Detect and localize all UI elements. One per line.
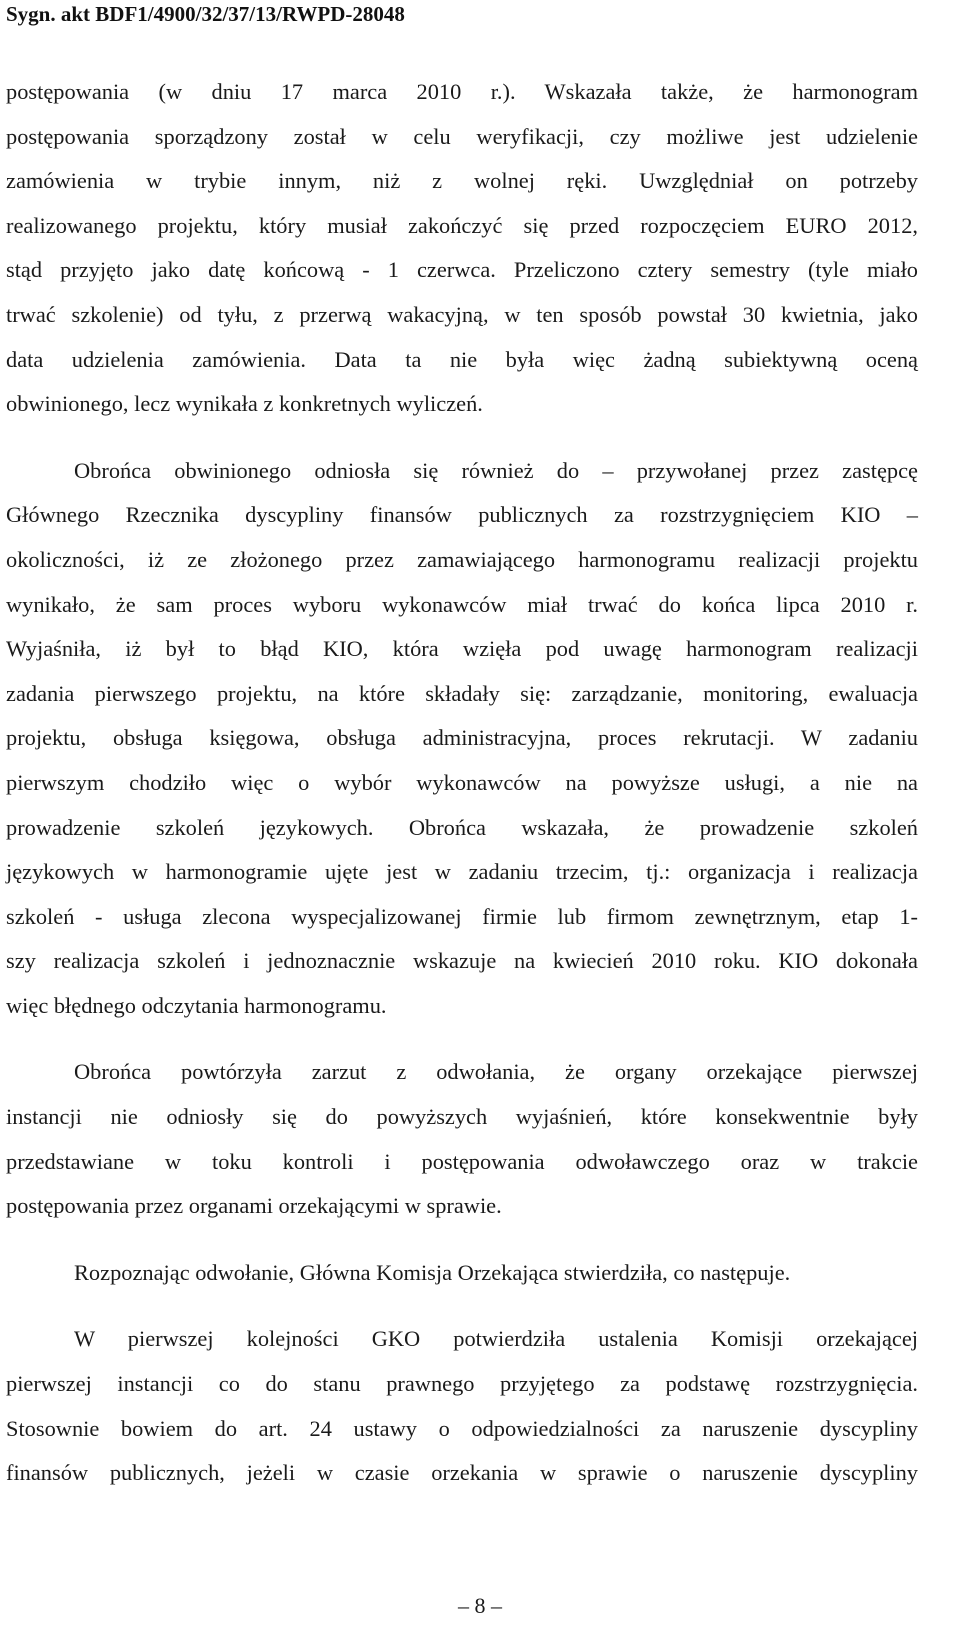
text-line: stąd przyjęto jako datę końcową - 1 czerwca. Przeliczono cztery semestry (tyle miało <box>6 257 918 283</box>
text-line: finansów publicznych, jeżeli w czasie orzekania w sprawie o naruszenie dyscypliny <box>6 1460 918 1486</box>
document-body <box>6 70 918 1518</box>
text-line: postępowania sporządzony został w celu weryfikacji, czy możliwe jest udzielenie <box>6 123 918 149</box>
text-line: Stosownie bowiem do art. 24 ustawy o odpowiedzialności za naruszenie dyscypliny <box>6 1415 918 1441</box>
text-line: szy realizacja szkoleń i jednoznacznie wskazuje na kwiecień 2010 roku. KIO dokonała <box>6 948 918 974</box>
text-line: postępowania przez organami orzekającymi w sprawie. <box>6 1193 502 1219</box>
text-line: Obrońca powtórzyła zarzut z odwołania, że organy orzekające pierwszej <box>74 1059 918 1085</box>
text-line: Wyjaśniła, iż był to błąd KIO, która wzięła pod uwagę harmonogram realizacji <box>6 636 918 662</box>
case-signature: Sygn. akt BDF1/4900/32/37/13/RWPD-28048 <box>6 2 405 26</box>
text-line: realizowanego projektu, który musiał zakończyć się przed rozpoczęciem EURO 2012, <box>6 212 918 238</box>
text-line: szkoleń - usługa zlecona wyspecjalizowanej firmie lub firmom zewnętrznym, etap 1- <box>6 903 918 929</box>
paragraph <box>6 1317 918 1495</box>
text-line: projektu, obsługa księgowa, obsługa administracyjna, proces rekrutacji. W zadaniu <box>6 725 918 751</box>
text-line: prowadzenie szkoleń językowych. Obrońca wskazała, że prowadzenie szkoleń <box>6 814 918 840</box>
page-number: – 8 – <box>458 1593 502 1618</box>
paragraph <box>6 449 918 1029</box>
text-line: trwać szkolenie) od tyłu, z przerwą wakacyjną, w ten sposób powstał 30 kwietnia, jako <box>6 301 918 327</box>
text-line: przedstawiane w toku kontroli i postępowania odwoławczego oraz w trakcie <box>6 1148 918 1174</box>
text-line: więc błędnego odczytania harmonogramu. <box>6 992 387 1018</box>
text-line: Obrońca obwinionego odniosła się również do – przywołanej przez zastępcę <box>74 457 918 483</box>
text-line: pierwszej instancji co do stanu prawnego przyjętego za podstawę rozstrzygnięcia. <box>6 1371 918 1397</box>
text-line: okoliczności, iż ze złożonego przez zamawiającego harmonogramu realizacji projektu <box>6 546 918 572</box>
text-line: Rozpoznając odwołanie, Główna Komisja Orzekająca stwierdziła, co następuje. <box>74 1259 791 1285</box>
paragraph <box>6 1251 918 1296</box>
text-line: zadania pierwszego projektu, na które składały się: zarządzanie, monitoring, ewaluacja <box>6 680 918 706</box>
text-line: obwinionego, lecz wynikała z konkretnych wyliczeń. <box>6 391 483 417</box>
paragraph <box>6 70 918 427</box>
text-line: W pierwszej kolejności GKO potwierdziła ustalenia Komisji orzekającej <box>74 1326 918 1352</box>
text-line: wynikało, że sam proces wyboru wykonawców miał trwać do końca lipca 2010 r. <box>6 591 918 617</box>
text-line: data udzielenia zamówienia. Data ta nie była więc żadną subiektywną oceną <box>6 346 918 372</box>
text-line: zamówienia w trybie innym, niż z wolnej ręki. Uwzględniał on potrzeby <box>6 168 918 194</box>
text-line: postępowania (w dniu 17 marca 2010 r.). Wskazała także, że harmonogram <box>6 79 918 104</box>
text-line: instancji nie odniosły się do powyższych wyjaśnień, które konsekwentnie były <box>6 1104 918 1130</box>
paragraph <box>6 1050 918 1228</box>
text-line: pierwszym chodziło więc o wybór wykonawców na powyższe usługi, a nie na <box>6 769 918 795</box>
text-line: Głównego Rzecznika dyscypliny finansów publicznych za rozstrzygnięciem KIO – <box>6 502 918 528</box>
text-line: językowych w harmonogramie ujęte jest w zadaniu trzecim, tj.: organizacja i realizacja <box>6 859 918 885</box>
